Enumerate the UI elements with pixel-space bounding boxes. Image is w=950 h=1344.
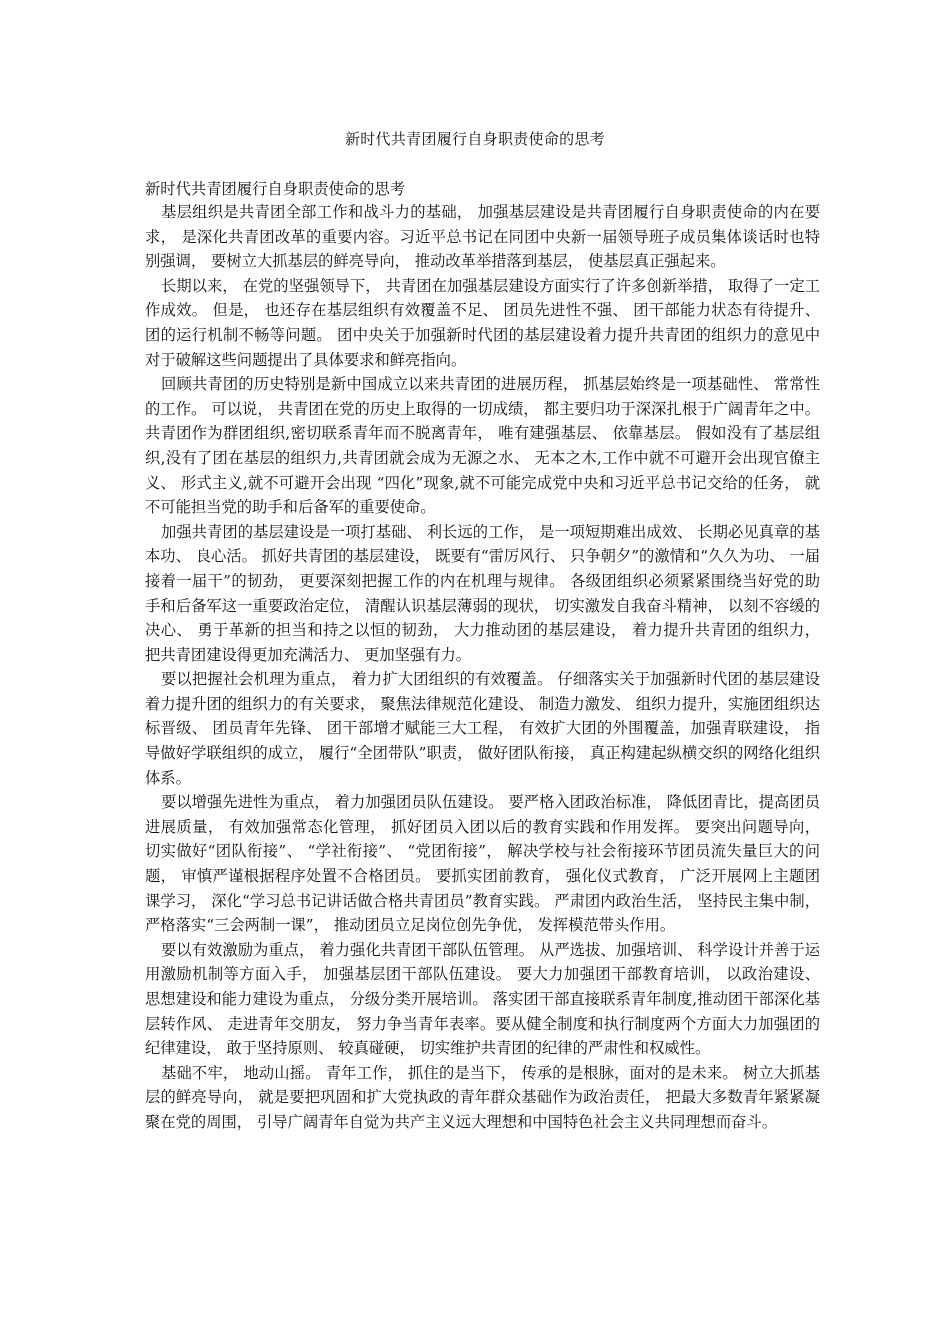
- paragraph-7: 要以有效激励为重点， 着力强化共青团干部队伍管理。 从严选拔、加强培训、 科学设计并善于运用激励机制等方面入手， 加强基层团干部队伍建设。 要大力加强团干部教育培训， 以政治建设、 思想建设和能力建设为重点， 分级分类开展培训。 落实团干部直接联系青年制度,推动团干部深化基层转作风、 走进青年交朋友， 努力争当青年表率。要从健全制度和执行制度两个方面大力加强团的纪律建设， 敢于坚持原则、 较真碰硬， 切实维护共青团的纪律的严肃性和权威性。: [145, 940, 820, 1058]
- paragraph-2: 长期以来， 在党的坚强领导下， 共青团在加强基层建设方面实行了许多创新举措， 取得了一定工作成效。 但是， 也还存在基层组织有效覆盖不足、 团员先进性不强、 团干部能力状态有待提升、 团的运行机制不畅等问题。 团中央关于加强新时代团的基层建设着力提升共青团的组织力的意见中对于破解这些问题提出了具体要求和鲜亮指向。: [145, 276, 820, 369]
- paragraph-1: 基层组织是共青团全部工作和战斗力的基础， 加强基层建设是共青团履行自身职责使命的内在要求， 是深化共青团改革的重要内容。习近平总书记在同团中央新一届领导班子成员集体谈话时也特别强调， 要树立大抓基层的鲜亮导向， 推动改革举措落到基层， 使基层真正强起来。: [145, 203, 820, 271]
- document-subtitle: 新时代共青团履行自身职责使命的思考: [145, 180, 406, 198]
- paragraph-6: 要以增强先进性为重点， 着力加强团员队伍建设。 要严格入团政治标准， 降低团青比，提高团员进展质量， 有效加强常态化管理， 抓好团员入团以后的教育实践和作用发挥。 要突出问题导向， 切实做好“团队衔接”、 “学社衔接”、 “党团衔接”， 解决学校与社会衔接环节团员流失量巨大的问题， 审慎严谨根据程序处置不合格团员。 要抓实团前教育， 强化仪式教育， 广泛开展网上主题团课学习， 深化“学习总书记讲话做合格共青团员”教育实践。 严肃团内政治生活， 坚持民主集中制， 严格落实“三会两制一课”， 推动团员立足岗位创先争优， 发挥模范带头作用。: [145, 793, 820, 935]
- paragraph-8: 基础不牢， 地动山摇。 青年工作， 抓住的是当下， 传承的是根脉，面对的是未来。 树立大抓基层的鲜亮导向， 就是要把巩固和扩大党执政的青年群众基础作为政治责任， 把最大多数青年紧紧凝聚在党的周围， 引导广阔青年自觉为共产主义远大理想和中国特色社会主义共同理想而奋斗。: [145, 1063, 820, 1131]
- paragraph-5: 要以把握社会机理为重点， 着力扩大团组织的有效覆盖。 仔细落实关于加强新时代团的基层建设着力提升团的组织力的有关要求， 聚焦法律规范化建设、 制造力激发、 组织力提升，实施团组织达标晋级、 团员青年先锋、 团干部增才赋能三大工程， 有效扩大团的外围覆盖，加强青联建设， 指导做好学联组织的成立， 履行“全团带队”职责， 做好团队衔接， 真正构建起纵横交织的网络化组织体系。: [145, 670, 820, 787]
- document-title: 新时代共青团履行自身职责使命的思考: [344, 130, 606, 148]
- paragraph-3: 回顾共青团的历史特别是新中国成立以来共青团的进展历程， 抓基层始终是一项基础性、 常常性的工作。 可以说， 共青团在党的历史上取得的一切成绩， 都主要归功于深深扎根于广阔青年之中。 共青团作为群团组织,密切联系青年而不脱离青年， 唯有建强基层、 依靠基层。 假如没有了基层组织,没有了团在基层的组织力,共青团就会成为无源之水、 无本之木,工作中就不可避开会出现官僚主义、 形式主义,就不可避开会出现 “四化”现象,就不可能完成党中央和习近平总书记交给的任务， 就不可能担当党的助手和后备军的重要使命。: [145, 375, 820, 517]
- paragraph-4: 加强共青团的基层建设是一项打基础、 利长远的工作， 是一项短期难出成效、 长期必见真章的基本功、 良心活。 抓好共青团的基层建设， 既要有“雷厉风行、 只争朝夕”的激情和“久久为功、 一届接着一届干”的韧劲， 更要深刻把握工作的内在机理与规律。 各级团组织必须紧紧围绕当好党的助手和后备军这一重要政治定位， 清醒认识基层薄弱的现状， 切实激发自我奋斗精神， 以刻不容缓的决心、 勇于革新的担当和持之以恒的韧劲， 大力推动团的基层建设， 着力提升共青团的组织力， 把共青团建设得更加充满活力、 更加坚强有力。: [145, 522, 820, 664]
- document-body: [145, 178, 820, 1135]
